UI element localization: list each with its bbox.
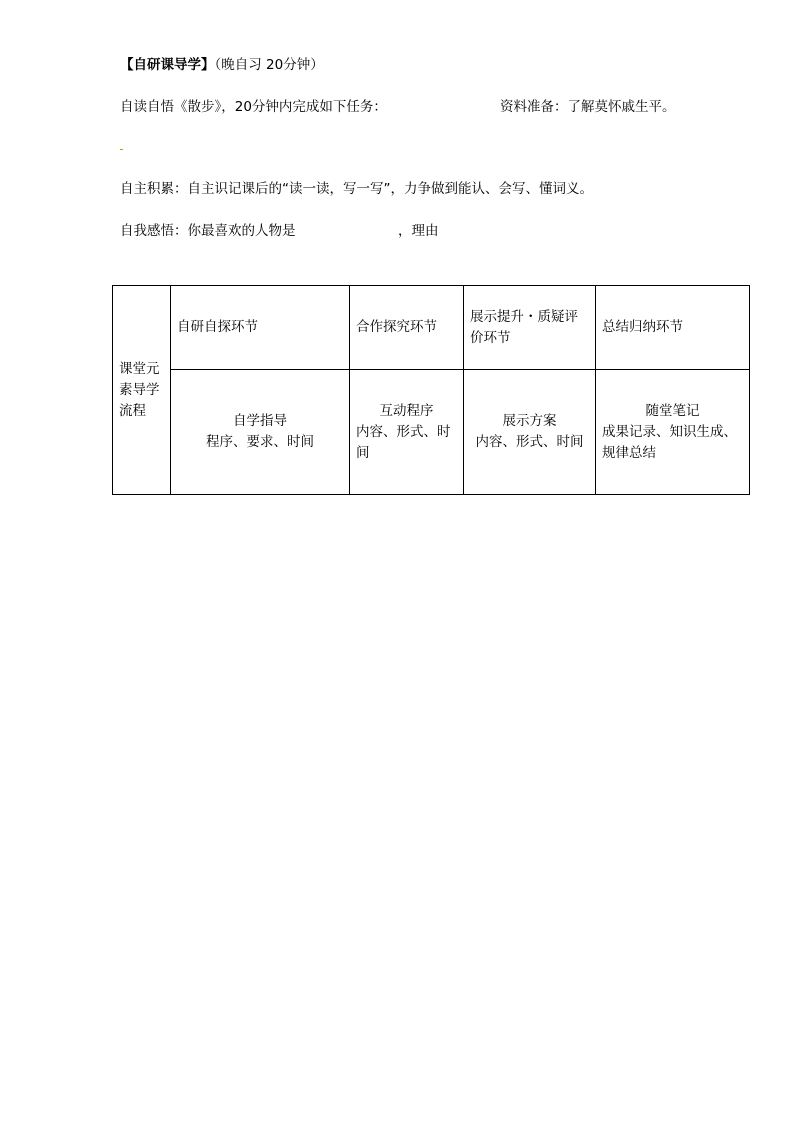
section-subtitle: （晚自习 20分钟） — [214, 57, 324, 73]
table-row — [113, 370, 750, 495]
row-header-line: 流程 — [119, 402, 146, 419]
section-title: 【自研课导学】 — [120, 57, 215, 73]
header-cell-summary: 总结归纳环节 — [596, 286, 750, 370]
cell-class-notes: 随堂笔记 成果记录、知识生成、 规律总结 — [596, 370, 750, 495]
task-reflect: 自我感悟：你最喜欢的人物是 — [120, 223, 296, 239]
task-prepare: 资料准备：了解莫怀戚生平。 — [500, 99, 676, 115]
table-row — [113, 286, 750, 370]
stray-mark — [120, 149, 123, 150]
row-header-line: 课堂元 — [119, 360, 160, 377]
row-header-cell — [113, 286, 171, 495]
heading-line — [120, 56, 324, 74]
cell-presentation-plan: 展示方案 内容、形式、时间 — [464, 370, 596, 495]
task-reason: ，理由 — [398, 223, 439, 239]
task-accumulate: 自主积累：自主识记课后的“读一读，写一写”，力争做到能认、会写、懂词义。 — [120, 181, 593, 197]
cell-self-study-guide: 自学指导 程序、要求、时间 — [171, 370, 350, 495]
header-cell-cooperation: 合作探究环节 — [350, 286, 464, 370]
task-read: 自读自悟《散步》，20分钟内完成如下任务： — [120, 99, 387, 115]
header-cell-self-study: 自研自探环节 — [171, 286, 350, 370]
row-header-line: 素导学 — [119, 381, 160, 398]
flow-table — [112, 285, 750, 495]
header-cell-presentation: 展示提升・质疑评 价环节 — [464, 286, 596, 370]
cell-interaction-procedure: 互动程序 内容、形式、时 间 — [350, 370, 464, 495]
